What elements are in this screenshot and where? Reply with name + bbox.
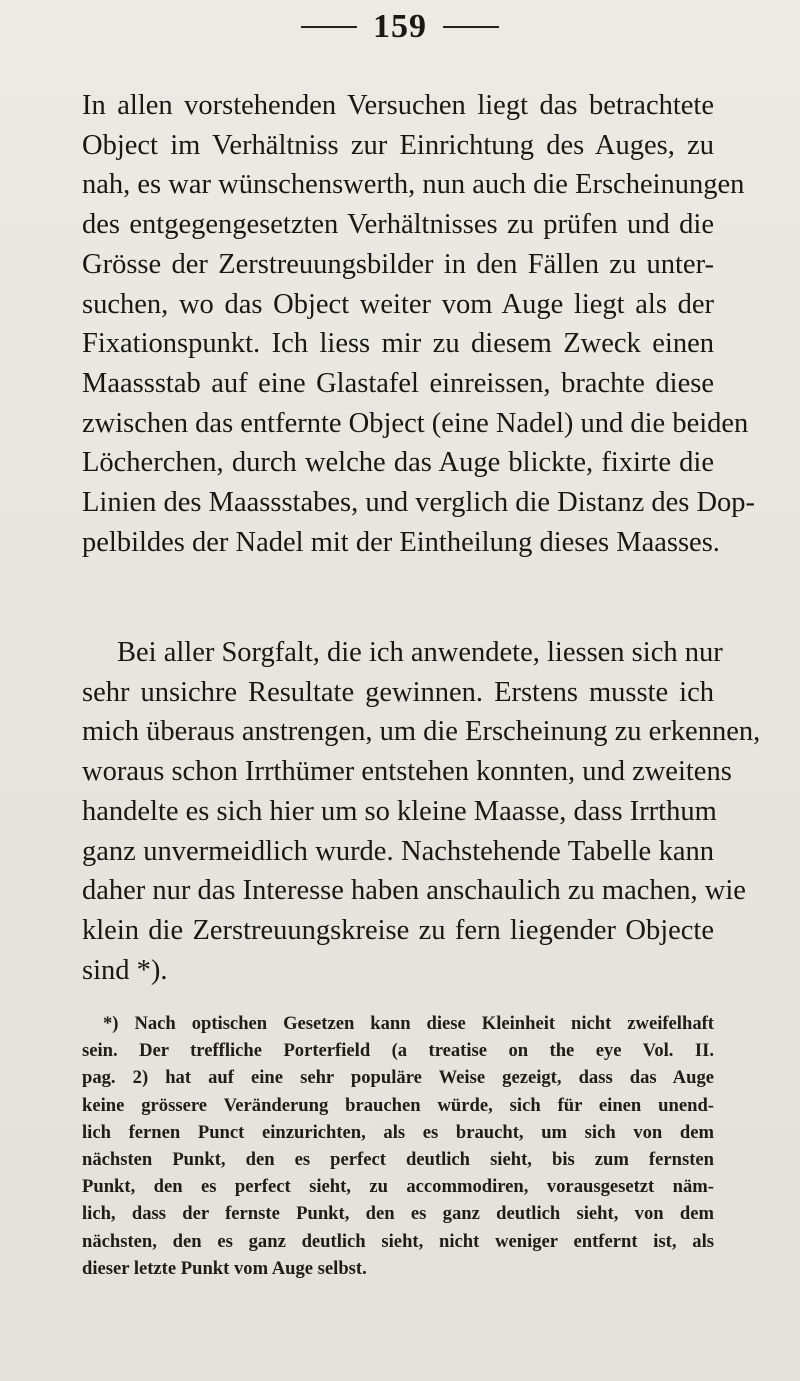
footnote <box>82 1010 714 1282</box>
paragraph-1 <box>82 86 756 562</box>
text-line: Löcherchen, durch welche das Auge blickte, fixirte die <box>82 447 714 479</box>
text-line: des entgegengesetzten Verhältnisses zu prüfen und die <box>82 209 714 241</box>
text-line: In allen vorstehenden Versuchen liegt das betrachtete <box>82 90 714 121</box>
text-line: ganz unvermeidlich wurde. Nachstehende Tabelle kann <box>82 835 714 867</box>
header-rule-left <box>301 26 357 28</box>
text-line: zwischen das entfernte Object (eine Nadel) und die beiden <box>82 407 749 439</box>
footnote-line: lich, dass der fernste Punkt, den es ganz deutlich sieht, von dem <box>82 1203 714 1225</box>
text-line: suchen, wo das Object weiter vom Auge liegt als der <box>82 288 714 320</box>
text-line: Object im Verhältniss zur Einrichtung des Auges, zu <box>82 129 714 161</box>
footnote-line: pag. 2) hat auf eine sehr populäre Weise gezeigt, dass das Auge <box>82 1067 714 1089</box>
footnote-line: lich fernen Punct einzurichten, als es braucht, um sich von dem <box>82 1121 714 1143</box>
text-line: nah, es war wünschenswerth, nun auch die Erscheinungen <box>82 169 745 201</box>
text-line: woraus schon Irrthümer entstehen konnten, und zweitens <box>82 756 732 788</box>
text-line: sehr unsichre Resultate gewinnen. Erstens musste ich <box>82 676 714 708</box>
page-header <box>0 8 800 46</box>
footnote-line: dieser letzte Punkt vom Auge selbst. <box>82 1257 367 1279</box>
text-line: Bei aller Sorgfalt, die ich anwendete, liessen sich nur <box>117 637 723 668</box>
text-line: daher nur das Interesse haben anschaulich zu machen, wie <box>82 875 746 907</box>
text-line: mich überaus anstrengen, um die Erscheinung zu erkennen, <box>82 716 761 748</box>
text-line: Linien des Maassstabes, und verglich die Distanz des Dop- <box>82 487 756 519</box>
text-line: klein die Zerstreuungskreise zu fern liegender Objecte <box>82 914 714 946</box>
header-rule-right <box>443 26 499 28</box>
footnote-line: keine grössere Veränderung brauchen würde, sich für einen unend- <box>82 1094 714 1116</box>
text-line: Grösse der Zerstreuungsbilder in den Fällen zu unter- <box>82 248 714 280</box>
footnote-line: nächsten, den es ganz deutlich sieht, nicht weniger entfernt ist, als <box>82 1230 714 1252</box>
text-line: handelte es sich hier um so kleine Maasse, dass Irrthum <box>82 795 717 827</box>
page-number: 159 <box>373 8 427 45</box>
text-line: Fixationspunkt. Ich liess mir zu diesem Zweck einen <box>82 328 714 360</box>
footnote-line: Punkt, den es perfect sieht, zu accommodiren, vorausgesetzt näm- <box>82 1176 714 1198</box>
footnote-line: *) Nach optischen Gesetzen kann diese Kleinheit nicht zweifelhaft <box>103 1013 714 1034</box>
text-line: sind *). <box>82 954 168 986</box>
footnote-line: sein. Der treffliche Porterfield (a treatise on the eye Vol. II. <box>82 1040 714 1062</box>
text-line: Maassstab auf eine Glastafel einreissen, brachte diese <box>82 367 714 399</box>
paragraph-2 <box>82 633 761 990</box>
footnote-line: nächsten Punkt, den es perfect deutlich sieht, bis zum fernsten <box>82 1149 714 1171</box>
text-line: pelbildes der Nadel mit der Eintheilung dieses Maasses. <box>82 526 720 558</box>
